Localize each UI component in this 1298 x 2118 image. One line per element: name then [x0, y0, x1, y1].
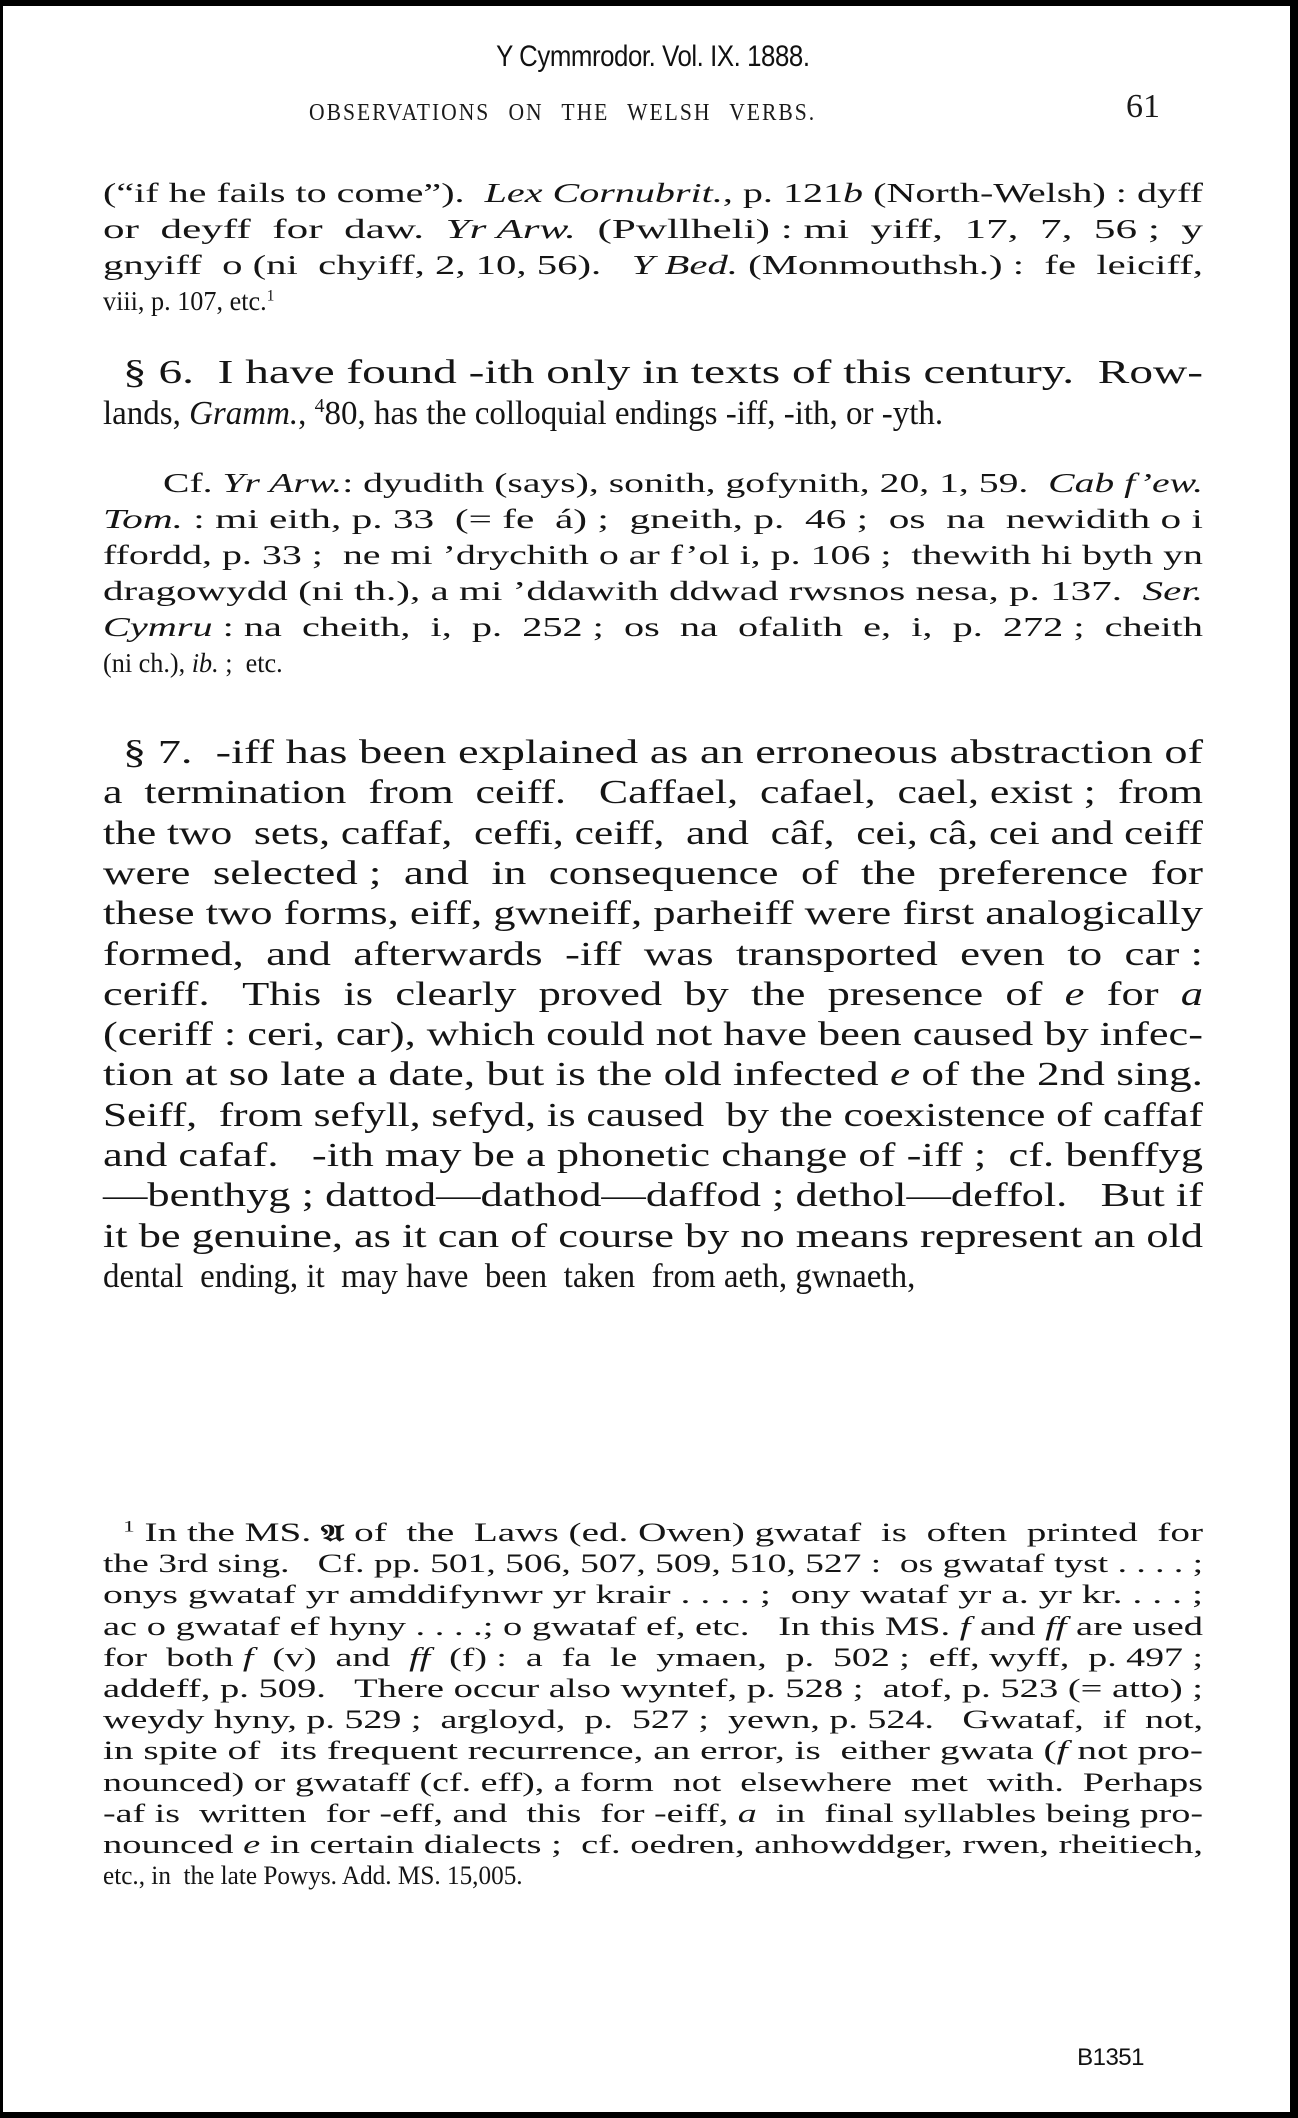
text-line: ac o gwataf ef hyny . . . .; o gwataf ef, etc. In this MS. f and ff are used — [103, 1611, 1203, 1641]
text-line: § 6. I have found -ith only in texts of this century. Row- — [123, 354, 1203, 391]
italic-text: ff — [409, 1642, 431, 1672]
italic-text: Lex Cornubrit. — [484, 178, 723, 208]
archive-stamp-top: Y Cymmrodor. Vol. IX. 1888. — [496, 40, 810, 73]
italic-text: Y Bed. — [631, 250, 738, 280]
text-line: dental ending, it may have been taken from aeth, gwnaeth, — [103, 1257, 916, 1295]
text-line: ceriff. This is clearly proved by the presence of e for a — [103, 975, 1204, 1013]
text-line: gnyiff o (ni chyiff, 2, 10, 56). Y Bed. (Monmouthsh.) : fe leiciff, — [103, 250, 1203, 280]
text-line: viii, p. 107, etc.$^1$ — [103, 286, 275, 316]
page-number: 61 — [1126, 88, 1160, 125]
text-line: (“if he fails to come”). Lex Cornubrit., p. 121b (North-Welsh) : dyff — [103, 178, 1203, 208]
italic-text: e — [889, 1056, 911, 1094]
text-line: or deyff for daw. Yr Arw. (Pwllheli) : mi yiff, 17, 7, 56 ; y — [103, 214, 1203, 244]
text-line: Seiff, from sefyll, sefyd, is caused by the coexistence of caffaf — [103, 1096, 1203, 1134]
text-line: dragowydd (ni th.), a mi ’ddawith ddwad rwsnos nesa, p. 137. Ser. — [103, 576, 1204, 606]
italic-text: a — [737, 1798, 757, 1828]
section-6-paragraph — [103, 354, 1203, 446]
italic-text: e — [243, 1830, 261, 1859]
text-line: and cafaf. -ith may be a phonetic change of -iff ; cf. benffyg — [103, 1137, 1204, 1174]
text-line: (ceriff : ceri, car), which could not have been caused by infec- — [103, 1016, 1203, 1054]
text-line: for both f (v) and ff (f) : a fa le ymaen, p. 502 ; eff, wyff, p. 497 ; — [103, 1642, 1203, 1672]
italic-text: Cymru — [103, 612, 213, 642]
italic-text: ff — [1045, 1611, 1067, 1641]
archive-stamp-bottom: B1351 — [1077, 2044, 1144, 2071]
text-line: (ni ch.), ib. ; etc. — [103, 648, 283, 678]
section-7-paragraph — [103, 734, 1203, 1308]
footnote-marker: 1 — [266, 286, 275, 305]
text-line: a termination from ceiff. Caffael, cafael, cael, exist ; from — [103, 774, 1203, 812]
text-line: lands, Gramm., $^4$80, has the colloquial endings -iff, -ith, or -yth. — [103, 394, 944, 432]
text-line: these two forms, eiff, gwneiff, parheiff were first analogically — [103, 895, 1204, 933]
text-line: etc., in the late Powys. Add. MS. 15,005. — [103, 1861, 523, 1891]
text-line: the two sets, caffaf, ceffi, ceiff, and câf, cei, câ, cei and ceiff — [103, 814, 1204, 852]
italic-text: e — [1064, 975, 1085, 1013]
italic-text: Yr Arw. — [445, 214, 576, 244]
text-line: were selected ; and in consequence of the preference for — [103, 854, 1204, 892]
italic-text: Gramm. — [189, 395, 299, 432]
italic-text: f — [1056, 1736, 1068, 1766]
italic-text: f — [959, 1611, 971, 1641]
text-line: onys gwataf yr amddifynwr yr krair . . . . ; ony wataf yr a. yr kr. . . . ; — [103, 1580, 1204, 1610]
blackletter-ms-siglum: 𝔄 — [320, 1519, 345, 1547]
italic-text: Cab f’ew. — [1048, 468, 1204, 498]
italic-text: ib. — [191, 648, 219, 678]
text-line: —benthyg ; dattod—dathod—daffod ; dethol—deffol. But if — [103, 1177, 1204, 1215]
text-line: Cf. Yr Arw.: dyudith (says), sonith, gofynith, 20, 1, 59. Cab f’ew. — [163, 468, 1204, 498]
text-line: it be genuine, as it can of course by no means represent an old — [103, 1217, 1203, 1255]
italic-text: Tom. — [103, 504, 183, 534]
text-line: formed, and afterwards -iff was transported even to car : — [103, 935, 1203, 973]
text-line: § 7. -iff has been explained as an erroneous abstraction of — [123, 734, 1204, 771]
footnote-marker: 4 — [314, 394, 325, 417]
running-head-title: OBSERVATIONS ON THE WELSH VERBS. — [309, 100, 817, 126]
text-line: nounced) or gwataff (cf. eff), a form not elsewhere met with. Perhaps — [103, 1767, 1204, 1797]
italic-text: f — [242, 1642, 254, 1672]
footnote-marker: 1 — [123, 1518, 135, 1536]
text-line: tion at so late a date, but is the old infected e of the 2nd sing. — [103, 1056, 1204, 1094]
italic-text: Yr Arw. — [222, 468, 343, 498]
italic-text: Ser. — [1142, 576, 1204, 606]
continued-paragraph — [103, 178, 1203, 332]
text-line: Cymru : na cheith, i, p. 252 ; os na ofalith e, i, p. 272 ; cheith — [103, 612, 1203, 642]
italic-text: b — [843, 178, 864, 208]
text-line: ffordd, p. 33 ; ne mi ’drychith o ar f’ol i, p. 106 ; thewith hi byth yn — [103, 540, 1203, 570]
footnote-1 — [103, 1518, 1203, 1902]
text-line: -af is written for -eff, and this for -eiff, a in final syllables being pro- — [103, 1798, 1203, 1828]
text-line: weydy hyny, p. 529 ; argloyd, p. 527 ; yewn, p. 524. Gwataf, if not, — [103, 1705, 1204, 1735]
italic-text: a — [1180, 975, 1204, 1013]
text-line: addeff, p. 509. There occur also wyntef, p. 528 ; atof, p. 523 (= atto) ; — [103, 1674, 1203, 1703]
text-line: in spite of its frequent recurrence, an error, is either gwata (f not pro- — [103, 1736, 1204, 1766]
cf-examples-paragraph — [103, 468, 1203, 694]
text-line: $^1$ In the MS. 𝔄 of the Laws (ed. Owen) gwataf is often printed for — [123, 1518, 1204, 1547]
text-line: the 3rd sing. Cf. pp. 501, 506, 507, 509, 510, 527 : os gwataf tyst . . . . ; — [103, 1549, 1204, 1579]
text-line: Tom. : mi eith, p. 33 (= fe á) ; gneith, p. 46 ; os na newidith o i — [103, 504, 1203, 534]
text-line: nounced e in certain dialects ; cf. oedren, anhowddger, rwen, rheitiech, — [103, 1830, 1204, 1859]
